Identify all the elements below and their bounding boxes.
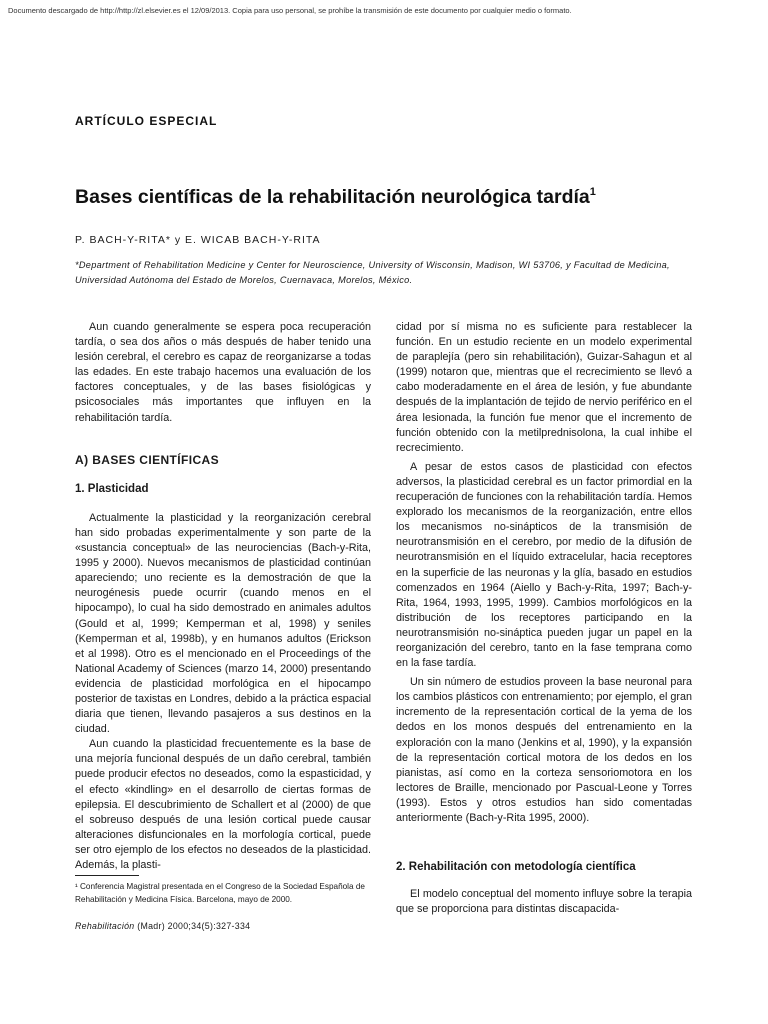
download-notice: Documento descargado de http://http://zl.elsevier.es el 12/09/2013. Copia para uso personal, se prohíbe la transmisión de este documento por cualquier medio o formato. — [8, 6, 572, 15]
abstract: Aun cuando generalmente se espera poca recuperación tardía, o sea dos años o más después de haber tenido una lesión cerebral, el cerebro es capaz de reorganizarse a todas las edades. En este trabajo hacemos una evaluación de los factores conceptuales, y de las bases fisiológicas y psicosociales más importantes que influyen en la rehabilitación tardía. — [75, 321, 371, 424]
body-paragraph: A pesar de estos casos de plasticidad con efectos adversos, la plasticidad cerebral es un factor primordial en la recuperación de funciones con la rehabilitación tardía. Hemos explorado los mecanismos de la reorganización, entre ellos los mecanismos no-sinápticos de la transmisión de neurotransmisión en el cerebro, por medio de la difusión de neurotransmisión en el líquido extracelular, hacia receptores en la superficie de las neuronas y la glía, basado en estudios comenzados en 1964 (Aiello y Bach-y-Rita, 1997; Bach-y-Rita, 1964, 1993, 1995, 1999). Cambios morfológicos en la distribución de los receptores participando en la neurotransmisión no-sináptica pueden jugar un papel en la reorganización del cerebro, tanto en la fase temprana como en la fase tardía. — [396, 460, 692, 670]
article-title — [75, 186, 596, 209]
section-tag: ARTÍCULO ESPECIAL — [75, 114, 218, 128]
affiliation: *Department of Rehabilitation Medicine y Center for Neuroscience, University of Wisconsin, Madison, WI 53706, y Facultad de Medicina, Universidad Autónoma del Estado de Morelos, Cuernavaca, Morelos, México. — [75, 260, 670, 285]
heading-bases-cientificas: A) BASES CIENTÍFICAS — [75, 452, 220, 467]
body-paragraph: Un sin número de estudios proveen la base neuronal para los cambios plásticos con entrenamiento; por ejemplo, el gran incremento de la representación cortical de la yema de los dedos en los monos después del entrenamiento en la exploración con la mano (Jenkins et al, 1990), y la expansión de la representación cortical motora de los dedos en los pianistas, así como en la corteza sensoriomotora en los lectores de Braille, mencionado por Pascual-Leone y Torres (1993). Estos y otros estudios han sido comentadas anteriormente (Bach-y-Rita 1995, 2000). — [396, 676, 692, 824]
title-text: Bases científicas de la rehabilitación neurológica tardía — [75, 186, 590, 208]
body-paragraph: Actualmente la plasticidad y la reorganización cerebral han sido probadas experimentalmente y son parte de la «sustancia conceptual» de las neurociencias (Bach-y-Rita, 1995 y 2000). Nuevos mecanismos de plasticidad continúan apareciendo; uno reciente es la demostración de que la neurogénesis puede ocurrir (cuando menos en el hipocampo), lo cual ha sido demostrado en animales adultos (Gould et al, 1999; Kemperman et al, 1998) y seniles (Kemperman et al, 1998b), y en humanos adultos (Erickson et al 1998). Otro es el mencionado en el Proceedings of the National Academy of Sciences (marzo 14, 2000) presentando evidencia de plasticidad morfológica en el hipocampo posterior de taxistas en Londres, debido a la práctica espacial diaria que tienen, llevando pasajeros a sus destinos en la ciudad. — [75, 511, 371, 736]
footnote-divider — [75, 875, 139, 876]
footnote: ¹ Conferencia Magistral presentada en el Congreso de la Sociedad Española de Rehabilitación y Medicina Física. Barcelona, mayo de 2000. — [75, 882, 365, 904]
heading-plasticidad: 1. Plasticidad — [75, 482, 149, 495]
journal-citation: (Madr) 2000;34(5):327-334 — [137, 921, 251, 931]
left-column — [75, 320, 371, 873]
body-paragraph: cidad por sí misma no es suficiente para restablecer la función. En un estudio reciente en un modelo experimental de paraplejía (pero sin rehabilitación), Guizar-Sahagun et al (1999) notaron que, mientras que el recrecimiento se llevó a cabo moderadamente en el área de lesión, y fue abundante después de la implantación de tejido de nervio periférico en el área lesionada, la función fue menor que el incremento de función obtenido con la metilprednisolona, la cual inhibe el recrecimiento. — [396, 321, 692, 454]
body-paragraph: Aun cuando la plasticidad frecuentemente es la base de una mejoría funcional después de un daño cerebral, también puede producir efectos no deseados, como la espasticidad, y el efecto «kindling» en el desarrollo de ciertas formas de epilepsia. El descubrimiento de Schallert et al (2000) de que el sobreuso después de una lesión cortical puede causar alteraciones disfuncionales en la morfología cortical, puede ser otro ejemplo de los efectos no deseados de la plasticidad. Además, la plasti- — [75, 738, 371, 871]
journal-name: Rehabilitación — [75, 921, 135, 931]
heading-rehabilitacion-metodologia: 2. Rehabilitación con metodología científica — [396, 861, 636, 874]
body-paragraph: El modelo conceptual del momento influye sobre la terapia que se proporciona para distintas discapacida- — [396, 888, 692, 916]
authors: P. BACH-Y-RITA* y E. WICAB BACH-Y-RITA — [75, 234, 321, 246]
running-footer — [75, 921, 250, 931]
title-footnote-mark: 1 — [589, 186, 596, 198]
right-column — [396, 320, 692, 917]
